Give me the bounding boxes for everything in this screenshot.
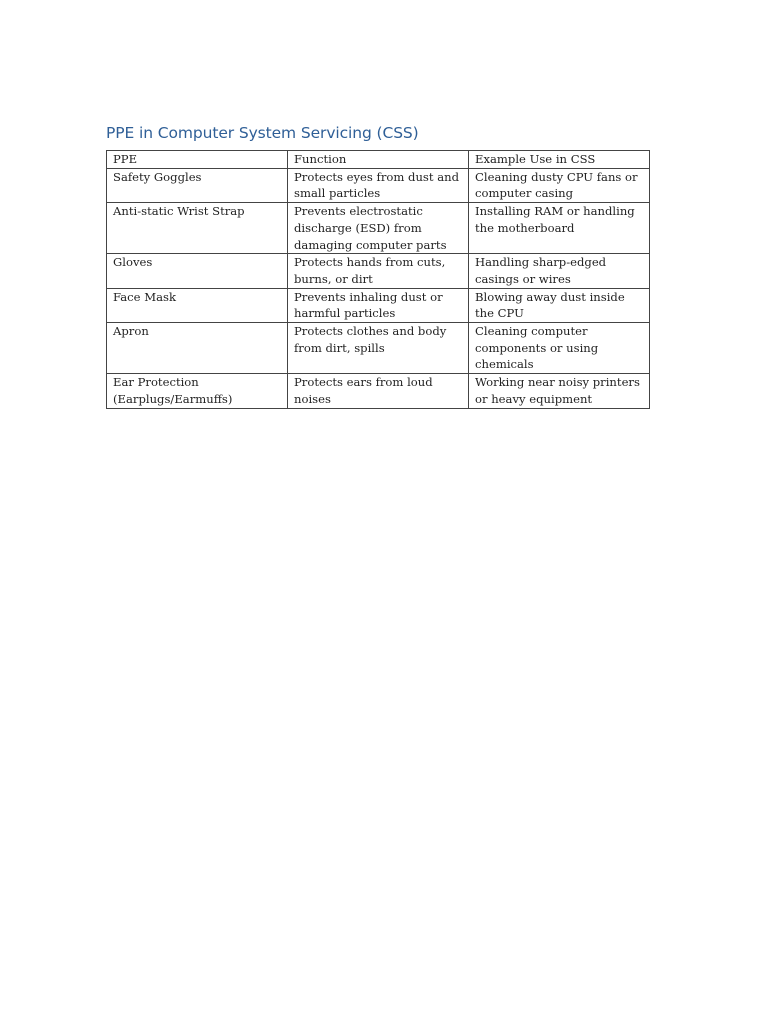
table-cell-ppe: Gloves: [107, 254, 288, 288]
table-header-row: [107, 151, 650, 169]
table-row-apron: [107, 323, 650, 374]
column-header-example-use: Example Use in CSS: [469, 151, 650, 169]
table-cell-ppe: Safety Goggles: [107, 168, 288, 202]
table-cell-ppe: Anti-static Wrist Strap: [107, 203, 288, 254]
table-cell-example-use: Cleaning computer components or using chemicals: [469, 323, 650, 374]
table-cell-example-use: Installing RAM or handling the motherboard: [469, 203, 650, 254]
table-cell-function: Protects ears from loud noises: [288, 374, 469, 408]
table-cell-ppe: Apron: [107, 323, 288, 374]
table-cell-example-use: Handling sharp-edged casings or wires: [469, 254, 650, 288]
column-header-ppe: PPE: [107, 151, 288, 169]
table-cell-example-use: Working near noisy printers or heavy equipment: [469, 374, 650, 408]
table-row-safety-goggles: [107, 168, 650, 202]
table-cell-function: Protects hands from cuts, burns, or dirt: [288, 254, 469, 288]
table-cell-function: Protects clothes and body from dirt, spills: [288, 323, 469, 374]
table-row-anti-static-wrist-strap: [107, 203, 650, 254]
table-row-gloves: [107, 254, 650, 288]
table-cell-example-use: Blowing away dust inside the CPU: [469, 288, 650, 322]
table-cell-function: Prevents electrostatic discharge (ESD) from damaging computer parts: [288, 203, 469, 254]
column-header-function: Function: [288, 151, 469, 169]
table-cell-ppe: Ear Protection (Earplugs/Earmuffs): [107, 374, 288, 408]
table-cell-example-use: Cleaning dusty CPU fans or computer casing: [469, 168, 650, 202]
table-cell-function: Prevents inhaling dust or harmful particles: [288, 288, 469, 322]
table-row-ear-protection: [107, 374, 650, 408]
table-row-face-mask: [107, 288, 650, 322]
table-cell-function: Protects eyes from dust and small particles: [288, 168, 469, 202]
ppe-table: [106, 150, 650, 409]
table-cell-ppe: Face Mask: [107, 288, 288, 322]
document-title: PPE in Computer System Servicing (CSS): [106, 124, 419, 142]
